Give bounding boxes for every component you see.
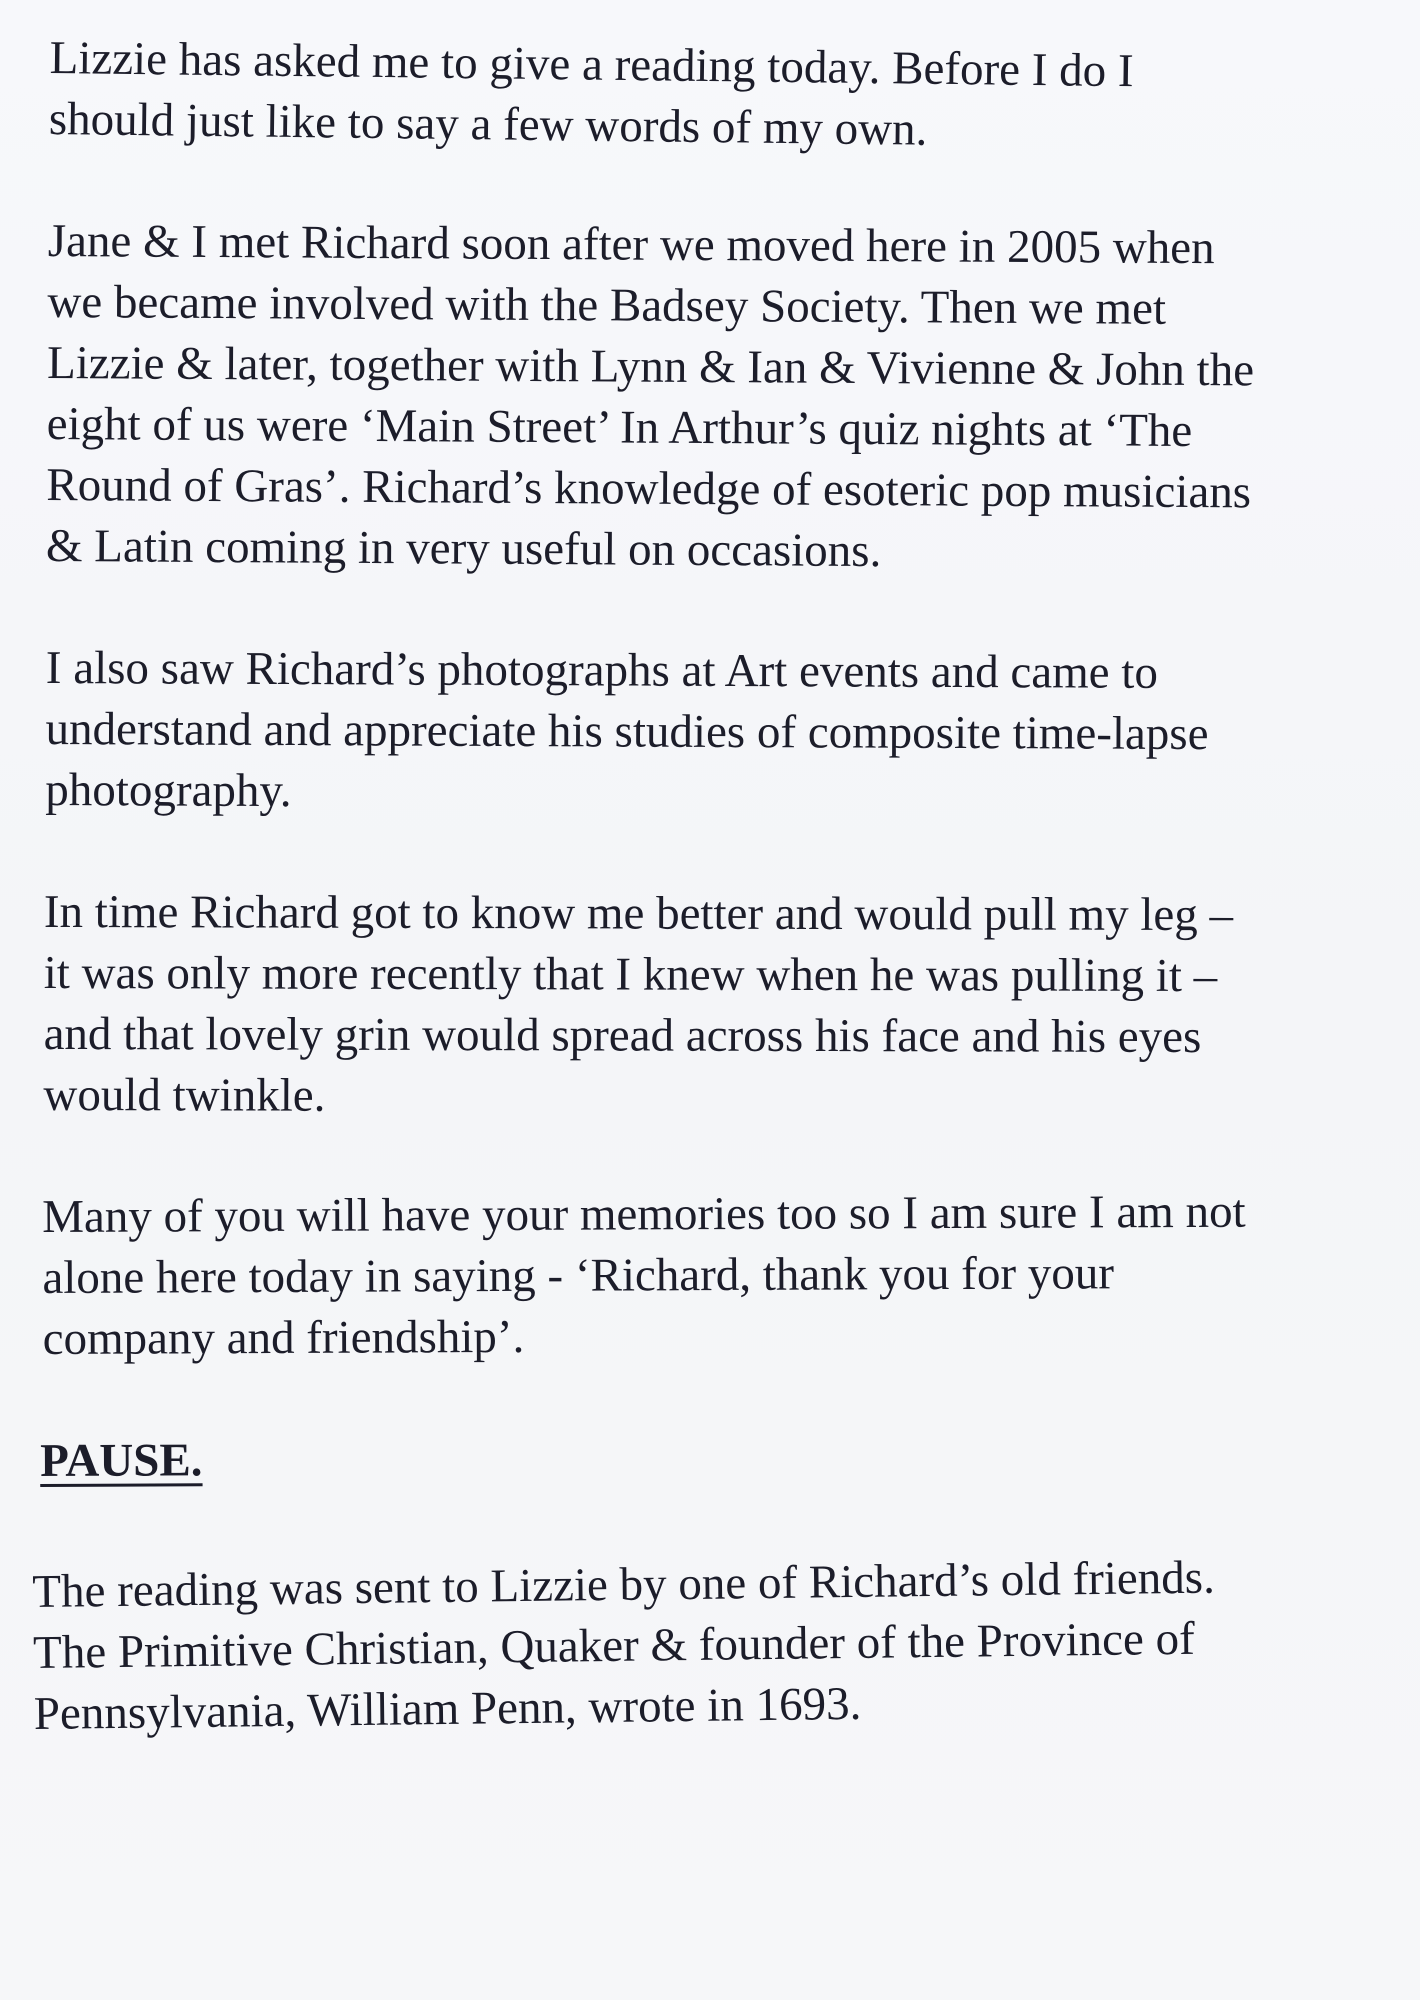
text-line: eight of us were ‘Main Street’ In Arthur’s quiz nights at ‘The	[46, 397, 1193, 457]
text-line: photography.	[45, 763, 292, 818]
text-line: understand and appreciate his studies of composite time-lapse	[45, 702, 1209, 761]
text-line: & Latin coming in very useful on occasions.	[45, 519, 882, 578]
paragraph-memories	[42, 1181, 1381, 1370]
text-line: Many of you will have your memories too so I am sure I am not	[42, 1185, 1246, 1243]
text-line: Lizzie has asked me to give a reading today. Before I do I	[49, 31, 1134, 98]
paragraph-intro	[49, 28, 1380, 166]
text-line: should just like to say a few words of my own.	[48, 92, 928, 156]
text-line: The Primitive Christian, Quaker & founder of the Province of	[32, 1612, 1196, 1679]
paragraph-humour	[43, 882, 1380, 1129]
text-line: alone here today in saying - ‘Richard, thank you for your	[42, 1247, 1115, 1304]
text-line: Round of Gras’. Richard’s knowledge of esoteric pop musicians	[46, 458, 1252, 519]
paragraph-meeting	[46, 211, 1380, 585]
text-line: it was only more recently that I knew when he was pulling it –	[43, 946, 1218, 1003]
text-line: company and friendship’.	[42, 1310, 525, 1365]
pause-heading: PAUSE.	[40, 1434, 203, 1487]
text-line: The reading was sent to Lizzie by one of Richard’s old friends.	[32, 1551, 1216, 1618]
text-line: and that lovely grin would spread across his face and his eyes	[43, 1007, 1202, 1064]
text-line: I also saw Richard’s photographs at Art events and came to	[45, 641, 1159, 699]
text-line: Lizzie & later, together with Lynn & Ian & Vivienne & John the	[46, 336, 1255, 397]
paragraph-photographs	[45, 638, 1380, 827]
text-line: Jane & I met Richard soon after we moved here in 2005 when	[47, 214, 1215, 275]
text-line: Pennsylvania, William Penn, wrote in 1693.	[33, 1677, 862, 1740]
text-line: In time Richard got to know me better and would pull my leg –	[43, 886, 1234, 942]
text-line: would twinkle.	[43, 1068, 326, 1122]
text-line: we became involved with the Badsey Society. Then we met	[47, 275, 1167, 335]
paragraph-reading-intro	[32, 1546, 1382, 1745]
